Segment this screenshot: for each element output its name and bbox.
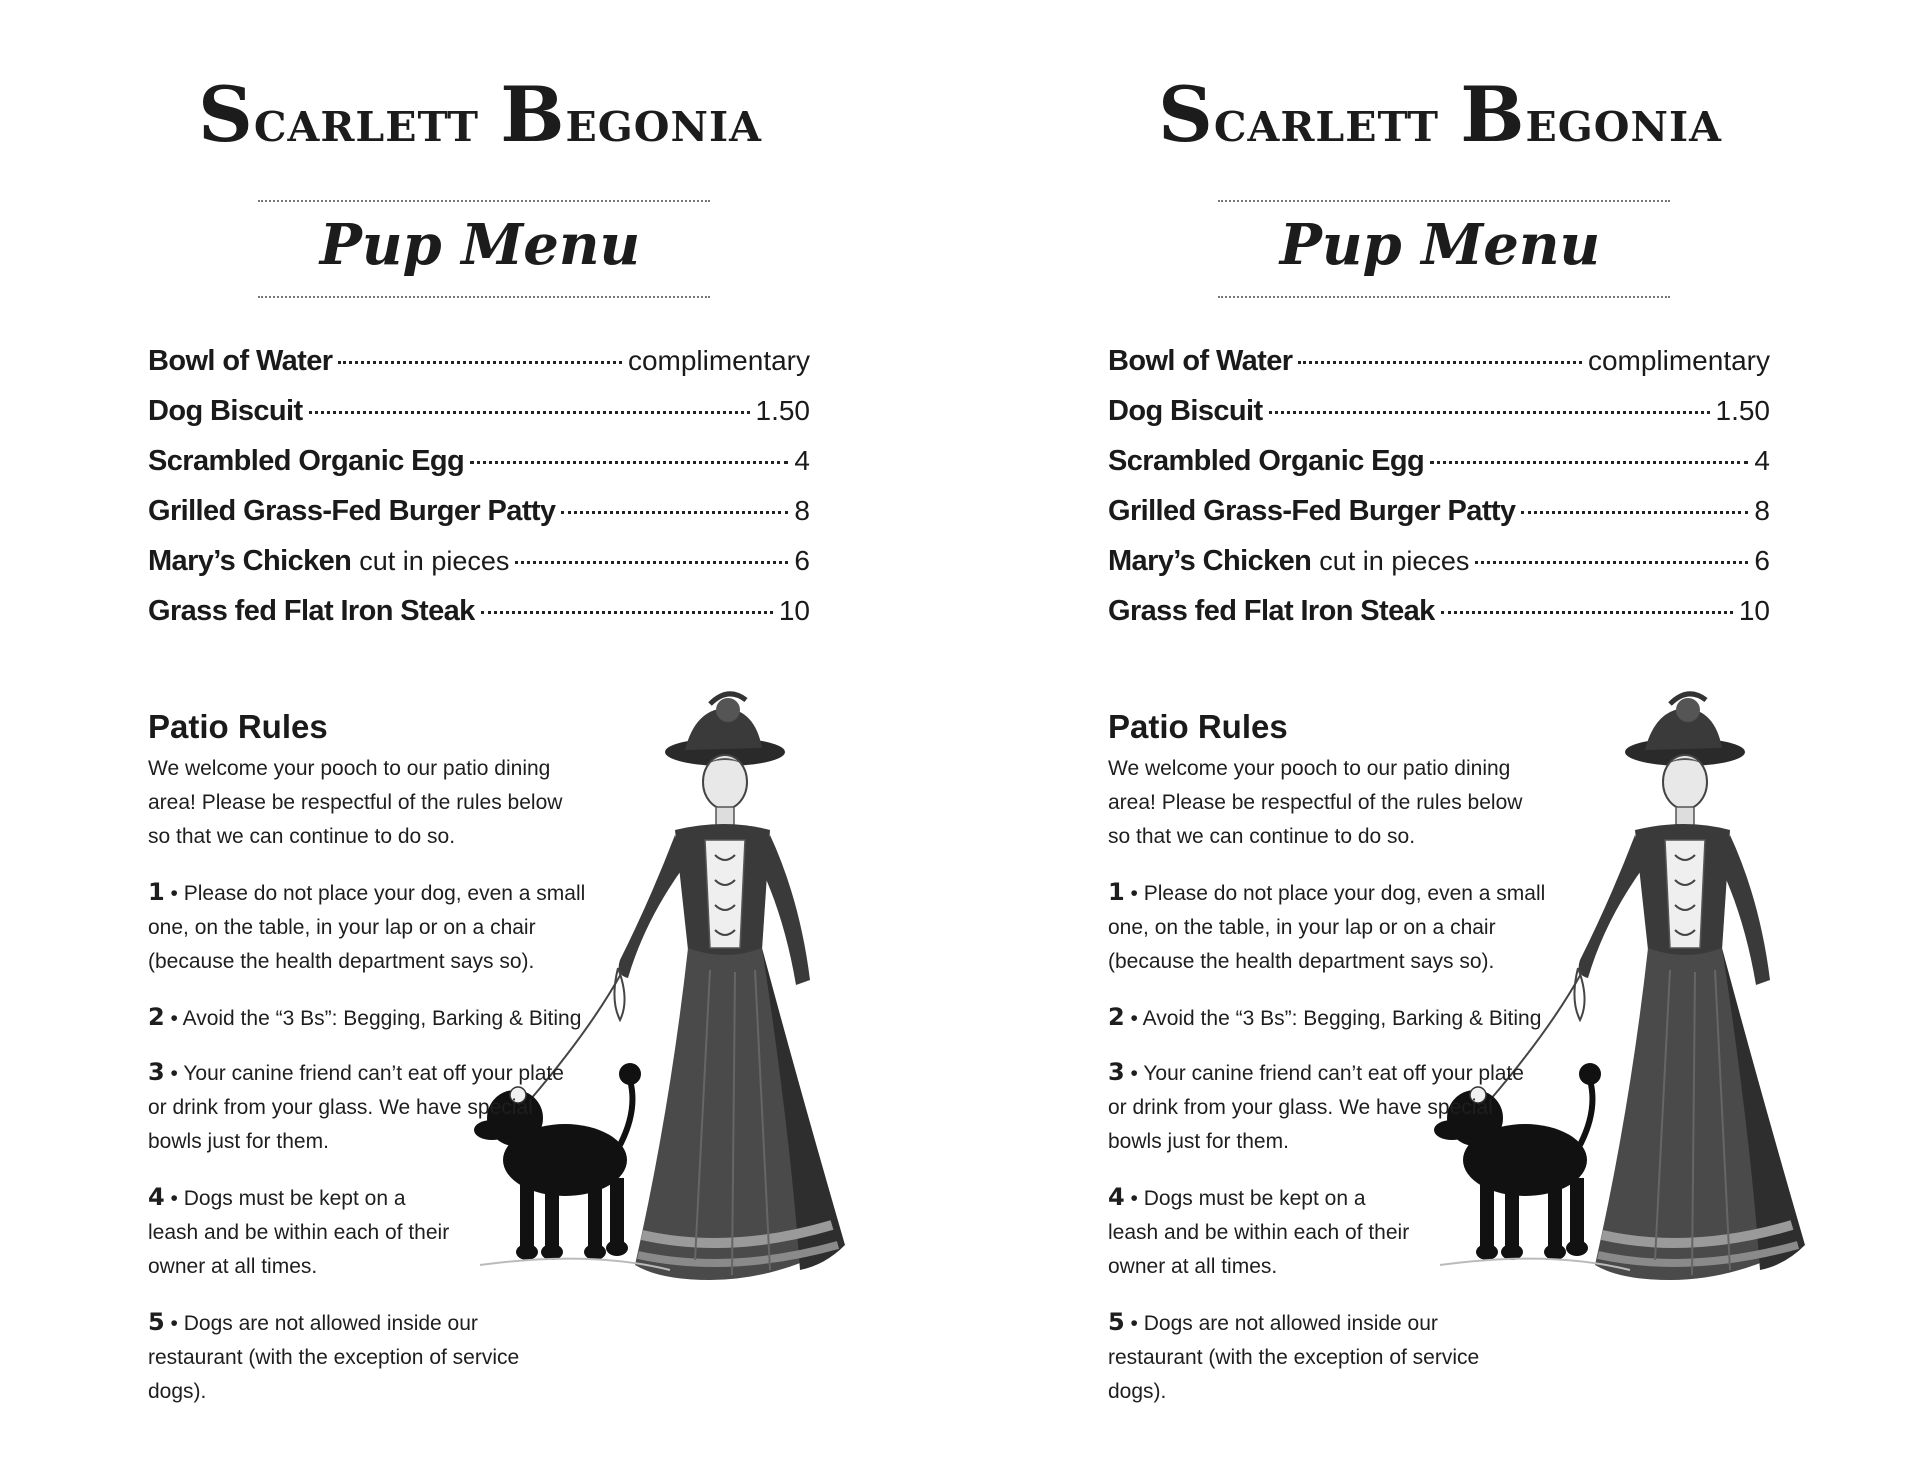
rule-item <box>1108 1305 1528 1409</box>
menu-item-name: Mary’s Chicken <box>148 545 352 577</box>
rule-text: • Dogs are not allowed inside our restaurant (with the exception of service dogs). <box>1108 1312 1480 1403</box>
menu-item-name: Grass fed Flat Iron Steak <box>148 595 475 627</box>
menu-subtitle: Pup Menu <box>319 212 641 278</box>
menu-item-price: 10 <box>778 595 810 626</box>
menu-item-price: 8 <box>1754 495 1770 526</box>
rule-number: 5 <box>1108 1308 1125 1336</box>
top-divider <box>258 200 710 202</box>
menu-item-price: 1.50 <box>1715 395 1770 426</box>
menu-item <box>1108 345 1770 395</box>
rules-title: Patio Rules <box>1108 708 1288 745</box>
dot-leader <box>1298 361 1581 364</box>
rule-item <box>148 1055 568 1159</box>
rule-text: • Your canine friend can’t eat off your plate or drink from your glass. We have special bowls just for them. <box>148 1062 564 1153</box>
menu-item-name: Grass fed Flat Iron Steak <box>1108 595 1435 627</box>
bottom-divider <box>1218 296 1670 298</box>
rule-number: 3 <box>1108 1058 1125 1086</box>
menu-item <box>148 495 810 545</box>
bottom-divider <box>258 296 710 298</box>
menu-item <box>148 395 810 445</box>
brand-rest-2: egonia <box>1525 87 1722 155</box>
rules-intro: We welcome your pooch to our patio dining area! Please be respectful of the rules below so that we can continue to do so. <box>148 757 563 848</box>
rule-text: • Dogs must be kept on a leash and be within each of their owner at all times. <box>148 1187 450 1278</box>
brand-cap-2: B <box>1460 70 1526 159</box>
dot-leader <box>1430 461 1748 464</box>
menu-item-name: Dog Biscuit <box>148 395 303 427</box>
dot-leader <box>1475 561 1748 564</box>
menu-item-price: complimentary <box>1587 345 1770 376</box>
rule-number: 1 <box>1108 878 1125 906</box>
menu-item-name: Scrambled Organic Egg <box>148 445 465 477</box>
menu-item-name: Scrambled Organic Egg <box>1108 445 1425 477</box>
rule-number: 1 <box>148 878 165 906</box>
dot-leader <box>1269 411 1710 414</box>
menu-item <box>148 545 810 595</box>
menu-item-name: Dog Biscuit <box>1108 395 1263 427</box>
dot-leader <box>515 561 788 564</box>
rule-item <box>1108 1055 1528 1159</box>
brand-title <box>0 70 960 159</box>
menu-item-price: 8 <box>794 495 810 526</box>
menu-item-price: 4 <box>1754 445 1770 476</box>
brand-rest-1: carlett <box>253 87 480 155</box>
menu-item <box>1108 545 1770 595</box>
rule-number: 5 <box>148 1308 165 1336</box>
menu-item <box>148 595 810 645</box>
menu-item-price: 1.50 <box>755 395 810 426</box>
menu-item-name: Grilled Grass-Fed Burger Patty <box>148 495 556 527</box>
rule-text: • Dogs are not allowed inside our restaurant (with the exception of service dogs). <box>148 1312 520 1403</box>
dot-leader <box>481 611 773 614</box>
brand-cap-1: S <box>198 70 254 159</box>
dot-leader <box>1441 611 1733 614</box>
rule-item <box>148 1305 568 1409</box>
rule-text: • Avoid the “3 Bs”: Begging, Barking & Biting <box>164 1007 582 1030</box>
rule-number: 2 <box>1108 1003 1125 1031</box>
dot-leader <box>470 461 788 464</box>
rule-number: 3 <box>148 1058 165 1086</box>
rule-item <box>1108 1180 1418 1284</box>
menu-item <box>148 345 810 395</box>
rule-item <box>148 1000 608 1036</box>
menu-subtitle: Pup Menu <box>1279 212 1601 278</box>
rules-intro: We welcome your pooch to our patio dining area! Please be respectful of the rules below so that we can continue to do so. <box>1108 757 1523 848</box>
rule-item <box>1108 875 1558 979</box>
menu-item-note: cut in pieces <box>1319 546 1470 576</box>
menu-item <box>1108 495 1770 545</box>
rules-title: Patio Rules <box>148 708 328 745</box>
rule-text: • Please do not place your dog, even a small one, on the table, in your lap or on a chair (because the health department says so). <box>1108 882 1546 973</box>
menu-item <box>1108 395 1770 445</box>
menu-item-price: 6 <box>794 545 810 576</box>
menu-item-name: Bowl of Water <box>1108 345 1293 377</box>
menu-item-name: Mary’s Chicken <box>1108 545 1312 577</box>
menu-item-name: Grilled Grass-Fed Burger Patty <box>1108 495 1516 527</box>
rule-text: • Please do not place your dog, even a small one, on the table, in your lap or on a chair (because the health department says so). <box>148 882 586 973</box>
menu-item <box>1108 595 1770 645</box>
dot-leader <box>309 411 750 414</box>
menu-item-name: Bowl of Water <box>148 345 333 377</box>
pup-menu-list <box>1108 345 1770 645</box>
brand-rest-2: egonia <box>565 87 762 155</box>
menu-item-price: 10 <box>1738 595 1770 626</box>
top-divider <box>1218 200 1670 202</box>
pup-menu-list <box>148 345 810 645</box>
rule-item <box>148 1180 458 1284</box>
dot-leader <box>561 511 788 514</box>
brand-title <box>960 70 1920 159</box>
rule-text: • Avoid the “3 Bs”: Begging, Barking & Biting <box>1124 1007 1542 1030</box>
menu-item <box>1108 445 1770 495</box>
dot-leader <box>338 361 621 364</box>
brand-cap-2: B <box>500 70 566 159</box>
rule-number: 4 <box>148 1183 165 1211</box>
brand-rest-1: carlett <box>1213 87 1440 155</box>
rule-item <box>148 875 598 979</box>
menu-page-right <box>960 0 1920 1484</box>
menu-item-price: 6 <box>1754 545 1770 576</box>
menu-item-price: complimentary <box>627 345 810 376</box>
rule-item <box>1108 1000 1568 1036</box>
menu-item-note: cut in pieces <box>359 546 510 576</box>
brand-cap-1: S <box>1158 70 1214 159</box>
menu-item-price: 4 <box>794 445 810 476</box>
rule-number: 4 <box>1108 1183 1125 1211</box>
rule-text: • Dogs must be kept on a leash and be within each of their owner at all times. <box>1108 1187 1410 1278</box>
rule-text: • Your canine friend can’t eat off your plate or drink from your glass. We have special bowls just for them. <box>1108 1062 1524 1153</box>
dot-leader <box>1521 511 1748 514</box>
rule-number: 2 <box>148 1003 165 1031</box>
menu-item <box>148 445 810 495</box>
